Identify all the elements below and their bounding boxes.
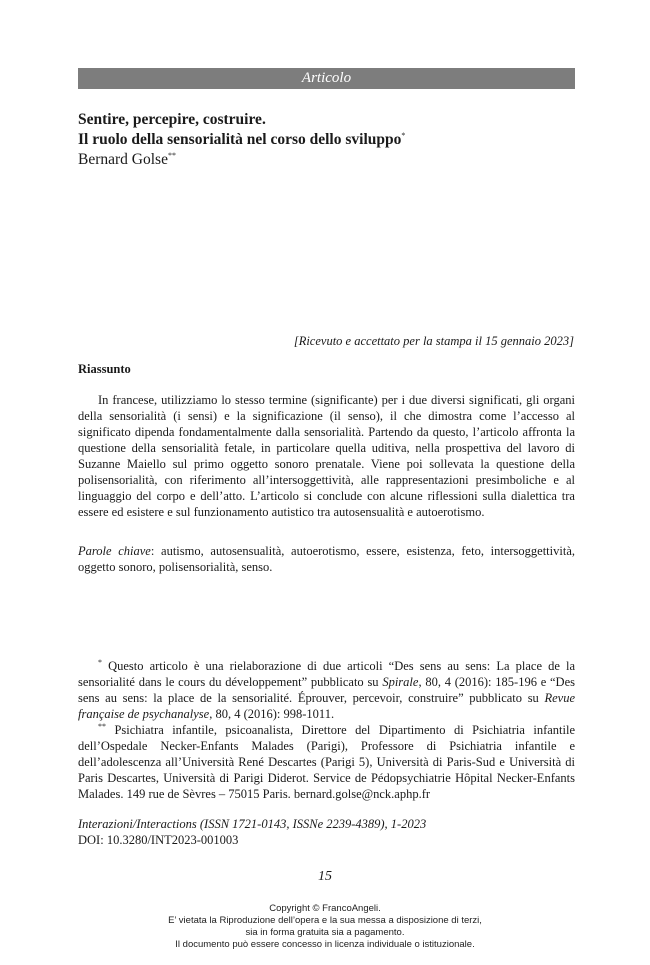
received-date: [Ricevuto e accettato per la stampa il 15 gennaio 2023] — [293, 334, 574, 348]
copyright-line: E’ vietata la Riproduzione dell’opera e la sua messa a disposizione di terzi, — [168, 915, 482, 926]
author-footnote-marker[interactable]: ** — [167, 150, 176, 160]
title-line-2: Il ruolo della sensorialità nel corso dello sviluppo — [78, 131, 402, 148]
article-title — [78, 110, 575, 150]
footnote-1 — [78, 658, 575, 722]
title-footnote-marker[interactable]: * — [401, 130, 406, 140]
copyright-line: sia in forma gratuita sia a pagamento. — [245, 927, 405, 938]
copyright-notice — [0, 903, 650, 951]
doi[interactable]: DOI: 10.3280/INT2023-001003 — [78, 833, 239, 847]
section-banner: Articolo — [78, 68, 575, 89]
footnotes — [78, 658, 575, 802]
copyright-line: Il documento può essere concesso in licenza individuale o istituzionale. — [175, 939, 475, 950]
abstract-body: In francese, utilizziamo lo stesso termine (significante) per i due diversi significati, gli organi della sensorialità (i sensi) e la significazione (il senso), il che dimostra come l’accesso al significato dipenda fondamentalmente dalla sensorialità. Partendo da questo, l’articolo affronta la questione della sensorialità fetale, in particolare quella uditiva, nella prospettiva del lavoro di Suzanne Maiello sul primo oggetto sonoro prenatale. Viene poi sollevata la questione della polisensorialità, con riferimento all’intersoggettività, alle rappresentazioni presimboliche e al linguaggio del corpo e dell’atto. L’articolo si conclude con alcune riflessioni sulla dialettica tra essere ed esistere e sul funzionamento autistico tra autosensualità e autoerotismo. — [78, 393, 575, 519]
footnote-marker: * — [98, 657, 102, 667]
author-name — [78, 150, 176, 170]
footnote-text[interactable]: Psichiatra infantile, psicoanalista, Direttore del Dipartimento di Psichiatria infantile dell’Ospedale Necker-Enfants Malades (Parigi), Professore di Psichiatria infantile e dell’adolescenza all’Università René Descartes (Parigi 5), Università di Paris-Sud e Università di Paris Descartes, Università di Parigi Diderot. Service de Pédopsychiatrie Hôpital Necker-Enfants Malades. 149 rue de Sèvres – 75015 Paris. bernard.golse@nck.aphp.fr — [78, 723, 575, 801]
keywords-label: Parole chiave — [78, 544, 151, 558]
copyright-line: Copyright © FrancoAngeli. — [269, 903, 381, 914]
abstract-heading: Riassunto — [78, 362, 131, 376]
keywords — [78, 543, 575, 575]
footnote-text: Questo articolo è una rielaborazione di due articoli “Des sens au sens: La place de la sensorialité dans le cours du développement” pubblicato su — [78, 659, 575, 689]
footnote-journal-name: Spirale — [382, 675, 419, 689]
keywords-list: : autismo, autosensualità, autoerotismo, essere, esistenza, feto, intersoggettività, oggetto sonoro, polisensorialità, senso. — [78, 544, 575, 574]
footnote-marker: ** — [98, 721, 106, 731]
journal-citation: Interazioni/Interactions (ISSN 1721-0143, ISSNe 2239-4389), 1-2023 — [78, 817, 427, 831]
footnote-text: , 80, 4 (2016): 185-196 e “Des sens au sens: la place de la sensorialité. Éprouver, percevoir, construire” pubblicato su — [78, 675, 576, 705]
page-number: 15 — [318, 869, 332, 884]
footnote-text: , 80, 4 (2016): 998-1011. — [209, 707, 335, 721]
journal-info — [78, 816, 426, 848]
title-line-1: Sentire, percepire, costruire. — [78, 111, 266, 128]
footnote-journal-name: Revue française de psychanalyse — [78, 691, 575, 721]
footnote-2 — [78, 722, 575, 802]
author-name-text: Bernard Golse — [78, 151, 168, 168]
